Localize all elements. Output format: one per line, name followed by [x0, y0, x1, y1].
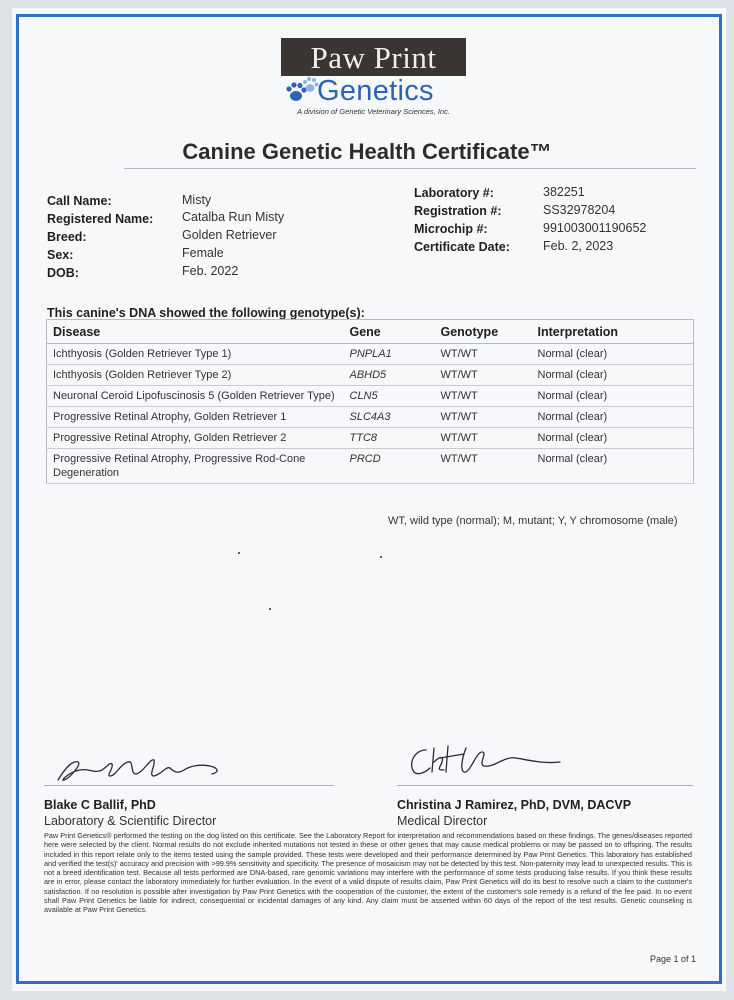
gene-cell: PRCD [344, 449, 435, 484]
dob-value: Feb. 2022 [182, 264, 239, 278]
logo-name-bottom: Genetics [317, 75, 434, 107]
left-signature-line [44, 785, 334, 786]
paw-prints-icon [285, 76, 319, 106]
disease-cell: Progressive Retinal Atrophy, Golden Retriever 1 [47, 407, 344, 428]
gene-cell: ABHD5 [344, 365, 435, 386]
table-row [47, 386, 694, 407]
left-signer-title: Laboratory & Scientific Director [44, 814, 217, 828]
table-row [47, 449, 694, 484]
genotype-cell: WT/WT [435, 365, 532, 386]
dob-label: DOB: [47, 266, 79, 280]
left-signer-name: Blake C Ballif, PhD [44, 798, 156, 812]
genotype-cell: WT/WT [435, 386, 532, 407]
gene-cell: SLC4A3 [344, 407, 435, 428]
lab-number-label: Laboratory #: [414, 186, 494, 200]
registered-name-label: Registered Name: [47, 212, 154, 226]
left-signature-image [50, 752, 230, 786]
table-row [47, 407, 694, 428]
sex-value: Female [182, 246, 224, 260]
interpretation-header: Interpretation [532, 320, 694, 344]
disease-cell: Progressive Retinal Atrophy, Progressive Rod-Cone Degeneration [47, 449, 344, 484]
gene-cell: PNPLA1 [344, 344, 435, 365]
genotype-table [46, 319, 694, 484]
table-row [47, 428, 694, 449]
genotype-cell: WT/WT [435, 428, 532, 449]
call-name-value: Misty [182, 193, 212, 207]
right-signature-image [404, 742, 574, 780]
interpretation-cell: Normal (clear) [532, 407, 694, 428]
genotype-header: Genotype [435, 320, 532, 344]
interpretation-cell: Normal (clear) [532, 449, 694, 484]
registered-name-value: Catalba Run Misty [182, 210, 285, 224]
disease-cell: Progressive Retinal Atrophy, Golden Retriever 2 [47, 428, 344, 449]
table-header-row [47, 320, 694, 344]
logo-name-top: Paw Print [281, 38, 466, 76]
interpretation-cell: Normal (clear) [532, 386, 694, 407]
certificate-title: Canine Genetic Health Certificate™ [182, 139, 552, 164]
genotype-legend: WT, wild type (normal); M, mutant; Y, Y chromosome (male) [388, 515, 678, 527]
registration-number-label: Registration #: [414, 204, 502, 218]
certificate-date-label: Certificate Date: [414, 240, 510, 254]
gene-cell: TTC8 [344, 428, 435, 449]
genotype-cell: WT/WT [435, 344, 532, 365]
table-row [47, 365, 694, 386]
logo-subtitle: A division of Genetic Veterinary Sciences, Inc. [297, 107, 450, 116]
breed-label: Breed: [47, 230, 87, 244]
disease-header: Disease [47, 320, 344, 344]
legal-disclaimer: Paw Print Genetics® performed the testing on the dog listed on this certificate. See the Laboratory Report for interpretation and recommendations based on these findings. The genes/diseases reported here were selected by the client. Normal results do not exclude inherited mutations not tested in these or other genes that may cause medical problems or may be passed on to offspring. The results included in this report relate only to the items tested using the sample provided. These tests were developed and their performance determined by Paw Print Genetics. This laboratory has established and verified the test(s)' accuracy and precision with >99.9% sensitivity and specificity. The presence of mosaicism may not be detected by this test. Non-paternity may lead to unexpected results. This is not a breed identification test. Because all tests performed are DNA-based, rare genomic variations may interfere with the performance of some tests producing false results. If you think these results are in error, please contact the laboratory immediately for further evaluation. In the event of a valid dispute of results claim, Paw Print Genetics will do its best to resolve such a claim to the customer's satisfaction. If no resolution is possible after investigation by Paw Print Genetics with the cooperation of the customer, the extent of the customer's sole remedy is a refund of the fee paid. In no event shall Paw Print Genetics be liable for indirect, consequential or incidental damages of any kind. Any claim must be asserted within 60 days of the report of the test results. Genetic counseling is available at Paw Print Genetics. [44, 831, 692, 915]
results-intro: This canine's DNA showed the following genotype(s): [47, 306, 365, 320]
disease-cell: Ichthyosis (Golden Retriever Type 2) [47, 365, 344, 386]
title-divider [124, 168, 696, 169]
table-row [47, 344, 694, 365]
logo-bottom [281, 76, 466, 106]
right-signer-title: Medical Director [397, 814, 488, 828]
microchip-number-value: 991003001190652 [543, 221, 647, 235]
lab-number-value: 382251 [543, 185, 585, 199]
right-signature-line [397, 785, 693, 786]
speck [380, 556, 382, 558]
speck [238, 552, 240, 554]
disease-cell: Ichthyosis (Golden Retriever Type 1) [47, 344, 344, 365]
breed-value: Golden Retriever [182, 228, 277, 242]
interpretation-cell: Normal (clear) [532, 344, 694, 365]
certificate-date-value: Feb. 2, 2023 [543, 239, 614, 253]
company-logo [281, 38, 466, 116]
disease-cell: Neuronal Ceroid Lipofuscinosis 5 (Golden Retriever Type) [47, 386, 344, 407]
gene-header: Gene [344, 320, 435, 344]
microchip-number-label: Microchip #: [414, 222, 488, 236]
call-name-label: Call Name: [47, 194, 112, 208]
genotype-cell: WT/WT [435, 407, 532, 428]
interpretation-cell: Normal (clear) [532, 428, 694, 449]
registration-number-value: SS32978204 [543, 203, 616, 217]
genotype-cell: WT/WT [435, 449, 532, 484]
speck [269, 608, 271, 610]
interpretation-cell: Normal (clear) [532, 365, 694, 386]
page-number: Page 1 of 1 [650, 954, 697, 964]
sex-label: Sex: [47, 248, 74, 262]
right-signer-name: Christina J Ramirez, PhD, DVM, DACVP [397, 798, 632, 812]
gene-cell: CLN5 [344, 386, 435, 407]
